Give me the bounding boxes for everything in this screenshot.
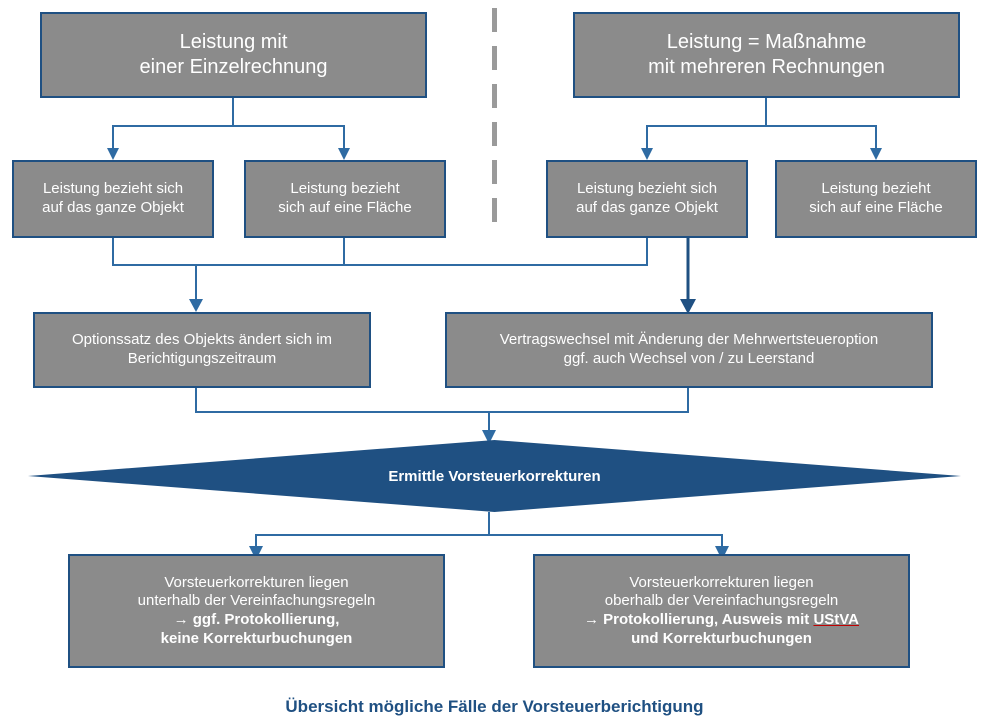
box-line-4: und Korrekturbuchungen xyxy=(631,629,812,647)
box-leistung-einzelrechnung xyxy=(40,12,427,98)
box-line-1: Optionssatz des Objekts ändert sich im xyxy=(71,331,333,349)
diagram-caption: Übersicht mögliche Fälle der Vorsteuerberichtigung xyxy=(285,697,704,716)
box-line-2: sich auf eine Fläche xyxy=(278,199,412,216)
box-line-1: Vertragswechsel mit Änderung der Mehrwertsteueroption xyxy=(499,331,879,349)
box-line-2: oberhalb der Vereinfachungsregeln xyxy=(604,592,839,610)
box-line-1: Leistung mit xyxy=(179,31,288,53)
box-ergebnis-oberhalb xyxy=(533,554,910,668)
box-line-2: einer Einzelrechnung xyxy=(139,56,328,78)
box-line-2: ggf. auch Wechsel von / zu Leerstand xyxy=(563,350,815,367)
decision-diamond xyxy=(28,440,961,512)
box-line-2: mit mehreren Rechnungen xyxy=(648,56,885,78)
box-line-2: Berichtigungszeitraum xyxy=(127,350,277,367)
arrow-glyph: → xyxy=(173,611,189,628)
box-leistung-massnahme xyxy=(573,12,960,98)
box-line-1: Leistung bezieht sich xyxy=(42,180,184,198)
box-vertragswechsel xyxy=(445,312,933,388)
box-line-3-text: Protokollierung, Ausweis mit xyxy=(603,611,814,628)
box-line-3 xyxy=(78,611,435,630)
box-flaeche-einzel xyxy=(244,160,446,238)
box-line-2: auf das ganze Objekt xyxy=(42,199,184,216)
box-ergebnis-unterhalb xyxy=(68,554,445,668)
box-line-3-text: ggf. Protokollierung, xyxy=(192,611,340,628)
box-line-1: Leistung bezieht sich xyxy=(576,180,718,198)
box-line-2: unterhalb der Vereinfachungsregeln xyxy=(137,592,376,610)
box-line-2: auf das ganze Objekt xyxy=(576,199,718,216)
box-line-1: Vorsteuerkorrekturen liegen xyxy=(164,573,349,591)
decision-label: Ermittle Vorsteuerkorrekturen xyxy=(388,467,601,485)
box-ganzes-objekt-einzel xyxy=(12,160,214,238)
box-line-1: Leistung bezieht xyxy=(290,180,400,198)
box-line-1: Leistung = Maßnahme xyxy=(666,31,867,53)
ustva-term: UStVA xyxy=(813,611,860,628)
box-optionssatz-aenderung xyxy=(33,312,371,388)
box-line-3 xyxy=(543,611,900,630)
box-flaeche-mehrere xyxy=(775,160,977,238)
vertical-dashed-divider xyxy=(492,8,497,236)
box-line-4: keine Korrekturbuchungen xyxy=(160,629,353,647)
arrow-glyph: → xyxy=(583,611,599,628)
box-line-1: Leistung bezieht xyxy=(821,180,931,198)
box-line-1: Vorsteuerkorrekturen liegen xyxy=(629,573,814,591)
box-line-2: sich auf eine Fläche xyxy=(809,199,943,216)
box-ganzes-objekt-mehrere xyxy=(546,160,748,238)
